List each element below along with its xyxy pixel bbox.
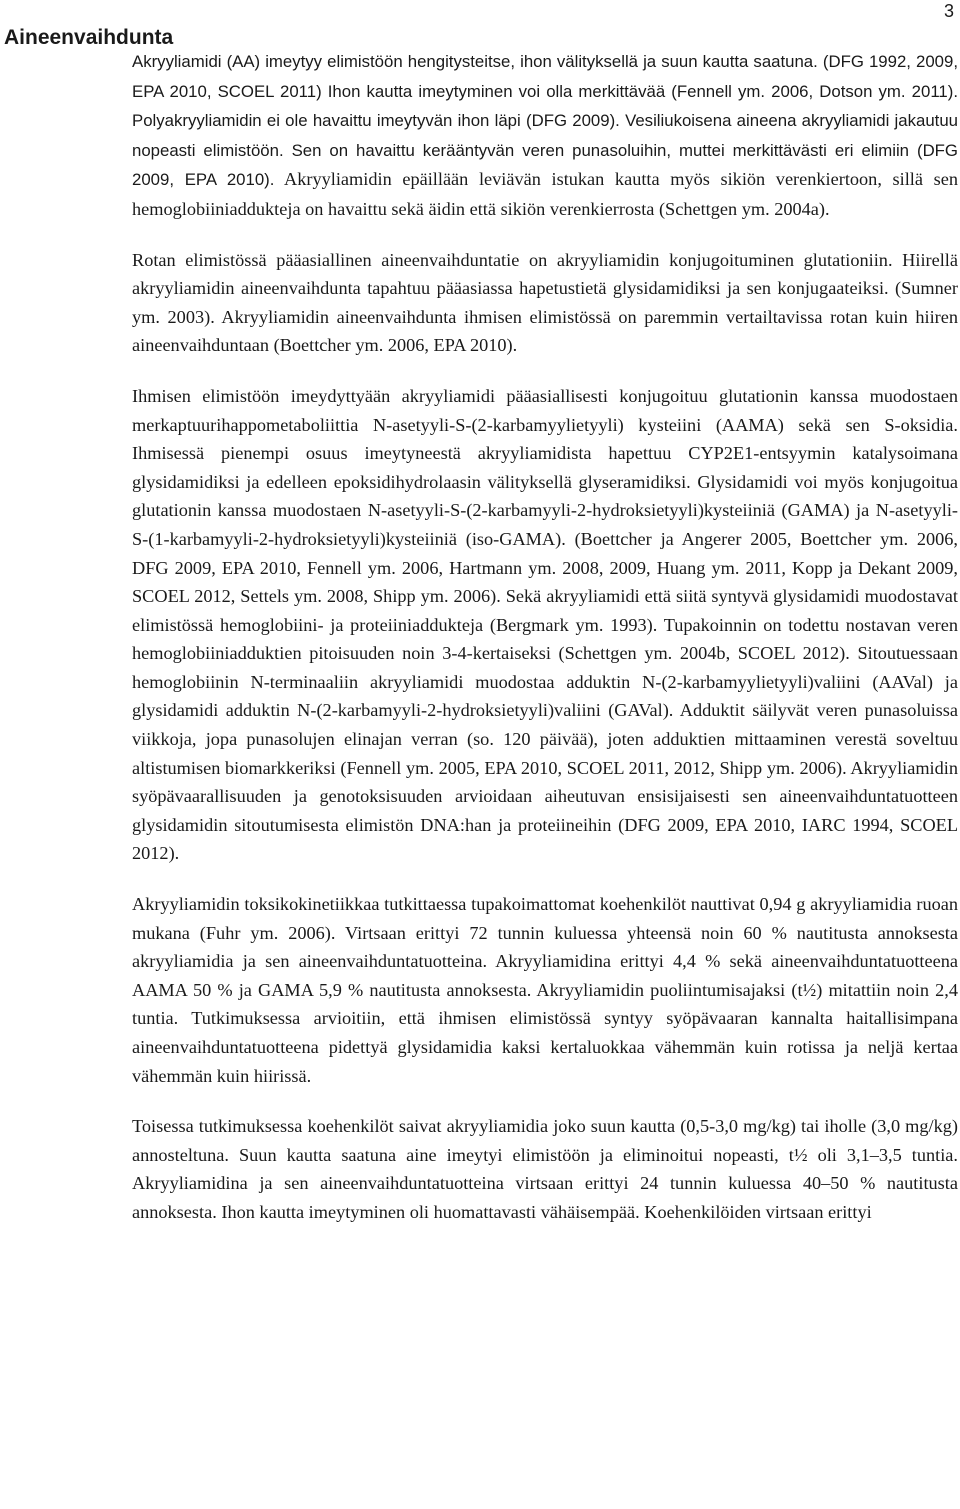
paragraph-metabolism-species: Rotan elimistössä pääasiallinen aineenvaihduntatie on akryyliamidin konjugoituminen glutationiin. Hiirellä akryyliamidin aineenvaihdunta tapahtuu pääasiassa hapetustietä glysidamidiksi ja sen konjugaateiksi. (Sumner ym. 2003). Akryyliamidin aineenvaihdunta ihmisen elimistössä on paremmin vertailtavissa rotan kuin hiiren aineenvaihduntaan (Boettcher ym. 2006, EPA 2010).: [132, 249, 958, 356]
section-heading: Aineenvaihdunta: [4, 26, 174, 49]
paragraph-metabolism-human: Ihmisen elimistöön imeydyttyään akryyliamidi pääasiallisesti konjugoituu glutationin kanssa muodostaen merkaptuurihappometaboliittia N-asetyyli-S-(2-karbamyylietyyli) kysteiini (AAMA) sekä sen S-oksidia. Ihmisessä pienempi osuus imeytyneestä akryyliamidista hapettuu CYP2E1-entsyymin katalysoimana glysidamidiksi ja edelleen epoksidihydrolaasin välityksellä glyseramidiksi. Glysidamidi voi myös konjugoitua glutationin kanssa muodostaen N-asetyyli-S-(2-karbamyyli-2-hydroksietyyli)kysteiiniä (GAMA) ja N-asetyyli-S-(1-karbamyyli-2-hydroksietyyli)kysteiiniä (iso-GAMA). (Boettcher ja Angerer 2005, Boettcher ym. 2006, DFG 2009, EPA 2010, Fennell ym. 2006, Hartmann ym. 2008, 2009, Huang ym. 2011, Kopp ja Dekant 2009, SCOEL 2012, Settels ym. 2008, Shipp ym. 2006). Sekä akryyliamidi että siitä syntyvä glysidamidi muodostavat elimistössä hemoglobiini- ja proteiiniaddukteja (Bergmark ym. 1993). Tupakoinnin on todettu nostavan veren hemoglobiiniadduktien pitoisuuden noin 3-4-kertaiseksi (Schettgen ym. 2004b, SCOEL 2012). Sitoutuessaan hemoglobiinin N-terminaaliin akryyliamidi muodostaa adduktin N-(2-karbamyylietyyli)valiini (AAVal) ja glysidamidi adduktin N-(2-karbamyyli-2-hydroksietyyli)valiini (GAVal). Adduktit säilyvät veren punasoluissa viikkoja, jopa punasolujen elinajan verran (so. 120 päivää), joten adduktien mittaaminen verestä soveltuu altistumisen biomarkkeriksi (Fennell ym. 2005, EPA 2010, SCOEL 2011, 2012, Shipp ym. 2006). Akryyliamidin syöpävaarallisuuden ja genotoksisuuden arvioidaan aiheutuvan ensisijaisesti sen aineenvaihduntatuotteen glysidamidin sitoutumisesta elimistön DNA:han ja proteiineihin (DFG 2009, EPA 2010, IARC 1994, SCOEL 2012).: [132, 385, 958, 864]
paragraph-absorption-part1: Akryyliamidi (AA) imeytyy elimistöön hengitysteitse, ihon välityksellä ja suun kautta saatuna. (DFG 1992, 2009, EPA 2010, SCOEL 2011) Ihon kautta imeytyminen voi olla merkittävää (Fennell ym. 2006, Dotson ym. 2011). Polyakryyliamidin ei ole havaittu imeytyvän ihon läpi (DFG 2009). Vesiliukoisena aineena akryyliamidi jakautuu nopeasti elimistöön. Sen on havaittu kerääntyvän veren punasoluihin, muttei merkittävästi eri elimiin (DFG 2009, EPA 2010).: [132, 52, 958, 190]
page-number: 3: [943, 1, 954, 21]
paragraph-second-study: Toisessa tutkimuksessa koehenkilöt saivat akryyliamidia joko suun kautta (0,5-3,0 mg/kg) tai iholle (3,0 mg/kg) annosteltuna. Suun kautta saatuna aine imeytyi elimistöön ja eliminoitui nopeasti, t½ oli 3,1–3,5 tuntia. Akryyliamidina ja sen aineenvaihduntatuotteina virtsaan erittyi 24 tunnin kuluessa 40–50 % nautitusta annoksesta. Ihon kautta imeytyminen oli huomattavasti vähäisempää. Koehenkilöiden virtsaan erittyi: [132, 1116, 958, 1222]
paragraph-absorption: [132, 47, 958, 224]
paragraph-absorption-part2: Akryyliamidin epäillään leviävän istukan kautta myös sikiön verenkiertoon, sillä sen hemoglobiiniaddukteja on havaittu sekä äidin että sikiön verenkierrosta (Schettgen ym. 2004a).: [132, 169, 958, 219]
paragraph-toxicokinetics: Akryyliamidin toksikokinetiikkaa tutkittaessa tupakoimattomat koehenkilöt nauttivat 0,94 g akryyliamidia ruoan mukana (Fuhr ym. 2006). Virtsaan erittyi 72 tunnin kuluessa yhteensä noin 60 % nautitusta annoksesta akryyliamidia ja sen aineenvaihduntatuotteina. Akryyliamidina erittyi 4,4 % sekä aineenvaihduntatuotteena AAMA 50 % ja GAMA 5,9 % nautitusta annoksesta. Akryyliamidin puoliintumisajaksi (t½) mitattiin noin 2,4 tuntia. Tutkimuksessa arvioitiin, että ihmisen elimistössä syntyy syöpävaaran kannalta haitallisimpana aineenvaihduntatuotteena pidettyä glysidamidia kaksi kertaluokkaa vähemmän kuin rotissa ja neljä kertaa vähemmän kuin hiirissä.: [132, 894, 958, 1086]
body-text: [132, 47, 958, 1249]
